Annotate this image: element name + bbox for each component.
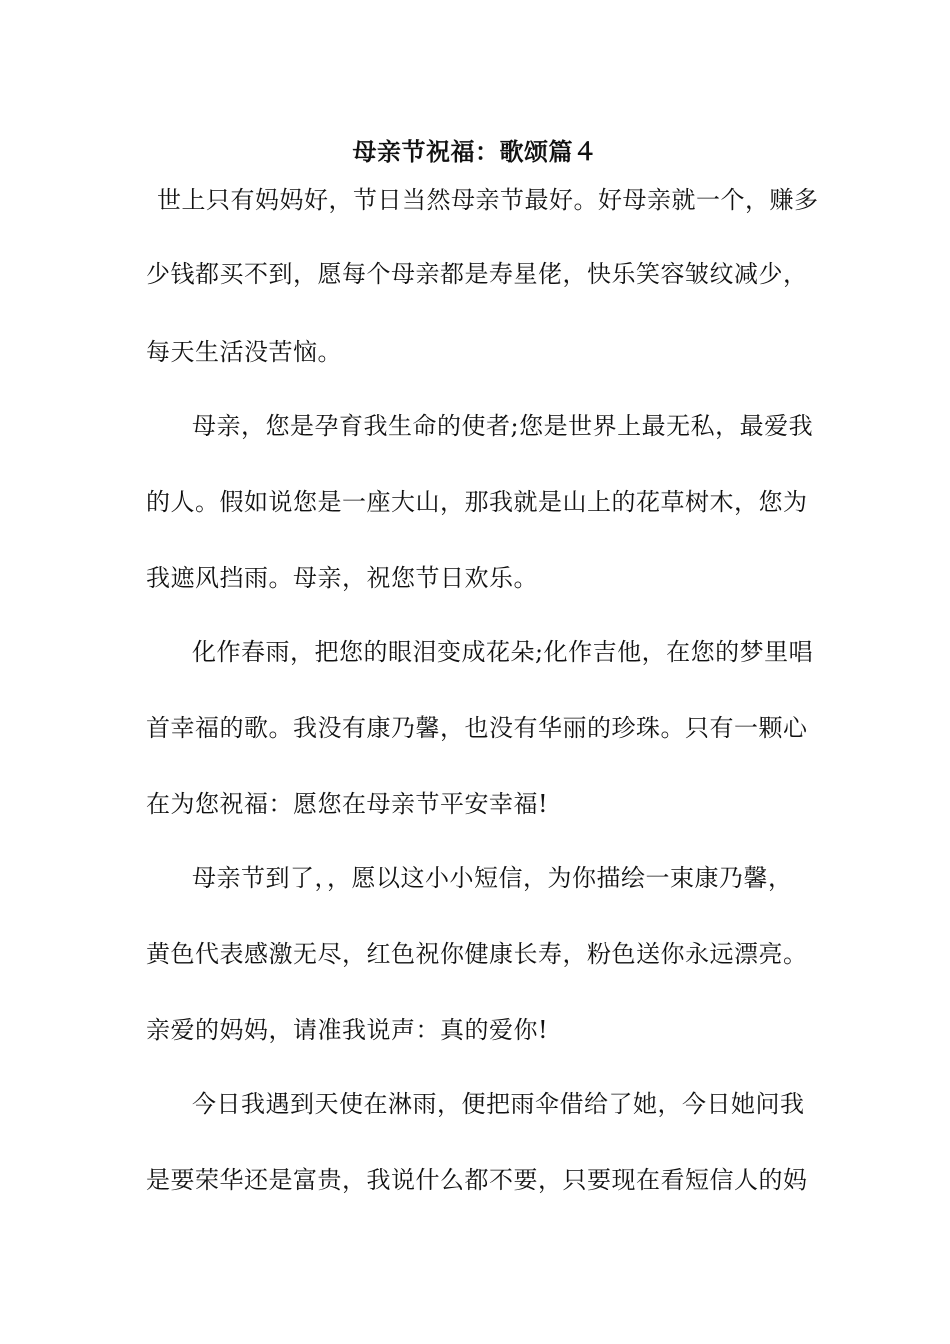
paragraph-line: 我遮风挡雨。母亲，祝您节日欢乐。: [146, 564, 538, 592]
paragraph-line: 每天生活没苦恼。: [146, 338, 342, 366]
paragraph-line: 世上只有妈妈好，节日当然母亲节最好。好母亲就一个，赚多: [157, 186, 819, 214]
paragraph-line: 母亲，您是孕育我生命的使者;您是世界上最无私，最爱我: [192, 412, 814, 440]
paragraph-line: 今日我遇到天使在淋雨，便把雨伞借给了她，今日她问我: [192, 1090, 805, 1118]
paragraph-line: 首幸福的歌。我没有康乃馨，也没有华丽的珍珠。只有一颗心: [146, 714, 808, 742]
paragraph-line: 的人。假如说您是一座大山，那我就是山上的花草树木，您为: [146, 488, 808, 516]
document-title: 母亲节祝福：歌颂篇４: [352, 137, 598, 166]
paragraph-line: 黄色代表感激无尽，红色祝你健康长寿，粉色送你永远漂亮。: [146, 940, 808, 968]
paragraph-line: 亲爱的妈妈，请准我说声：真的爱你!: [146, 1016, 549, 1044]
paragraph-line: 在为您祝福：愿您在母亲节平安幸福!: [146, 790, 549, 818]
paragraph-line: 是要荣华还是富贵，我说什么都不要，只要现在看短信人的妈: [146, 1166, 808, 1194]
paragraph-line: 化作春雨，把您的眼泪变成花朵;化作吉他，在您的梦里唱: [192, 638, 814, 666]
paragraph-line: 母亲节到了，，愿以这小小短信，为你描绘一束康乃馨，: [192, 864, 793, 892]
paragraph-line: 少钱都买不到，愿每个母亲都是寿星佬，快乐笑容皱纹减少，: [146, 260, 808, 288]
